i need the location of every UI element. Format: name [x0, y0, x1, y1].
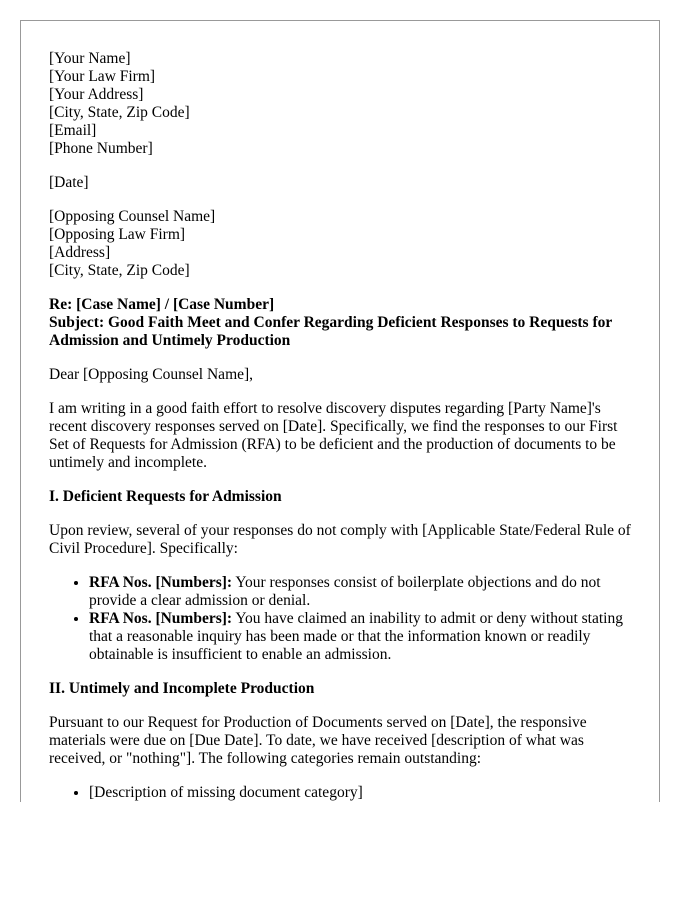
- intro-paragraph: I am writing in a good faith effort to resolve discovery disputes regarding [Party Name]'s recent discovery responses served on [Date]. Specifically, we find the responses to our First Set of Requests for Admission (RFA) to be deficient and the production of documents to be untimely and incomplete.: [49, 400, 618, 471]
- rfa-text: Your responses consist of boilerplate objections and do not provide a clear admission or denial.: [89, 574, 601, 609]
- rfa-text: You have claimed an inability to admit or deny without stating that a reasonable inquiry has been made or that the information known or readily obtainable is insufficient to enable an admission.: [89, 610, 623, 663]
- recipient-city-state-zip: [City, State, Zip Code]: [49, 262, 190, 279]
- sender-name: [Your Name]: [49, 50, 131, 67]
- missing-documents-list: [49, 784, 634, 802]
- date-line: [49, 174, 634, 192]
- list-item: • [Description of missing document category]: [89, 784, 634, 802]
- section1-paragraph: Upon review, several of your responses do not comply with [Applicable State/Federal Rule of Civil Procedure]. Specifically:: [49, 522, 631, 557]
- recipient-firm: [Opposing Law Firm]: [49, 226, 186, 243]
- sender-email: [Email]: [49, 122, 97, 139]
- rfa-label: RFA Nos. [Numbers]:: [89, 610, 233, 627]
- re-line: Re: [Case Name] / [Case Number]: [49, 296, 275, 313]
- recipient-block: [49, 208, 634, 280]
- section1-heading: I. Deficient Requests for Admission: [49, 488, 282, 505]
- section2-heading: II. Untimely and Incomplete Production: [49, 680, 315, 697]
- rfa-list: [49, 574, 634, 664]
- list-item: [89, 610, 634, 664]
- list-item: [89, 574, 634, 610]
- sender-city-state-zip: [City, State, Zip Code]: [49, 104, 190, 121]
- salutation: Dear [Opposing Counsel Name],: [49, 366, 254, 383]
- sender-address: [Your Address]: [49, 86, 144, 103]
- sender-block: [49, 50, 634, 158]
- letter-body: [49, 50, 634, 802]
- sender-phone: [Phone Number]: [49, 140, 153, 157]
- letter-date: [Date]: [49, 174, 89, 191]
- recipient-name: [Opposing Counsel Name]: [49, 208, 216, 225]
- section2-paragraph: Pursuant to our Request for Production of Documents served on [Date], the responsive materials were due on [Due Date]. To date, we have received [description of what was received, or "nothing"]. The following categories remain outstanding:: [49, 714, 587, 767]
- sender-firm: [Your Law Firm]: [49, 68, 156, 85]
- subject-line: Subject: Good Faith Meet and Confer Regarding Deficient Responses to Requests for Admission and Untimely Production: [49, 314, 612, 349]
- rfa-label: RFA Nos. [Numbers]:: [89, 574, 233, 591]
- letter-page: [20, 20, 660, 802]
- recipient-address: [Address]: [49, 244, 111, 261]
